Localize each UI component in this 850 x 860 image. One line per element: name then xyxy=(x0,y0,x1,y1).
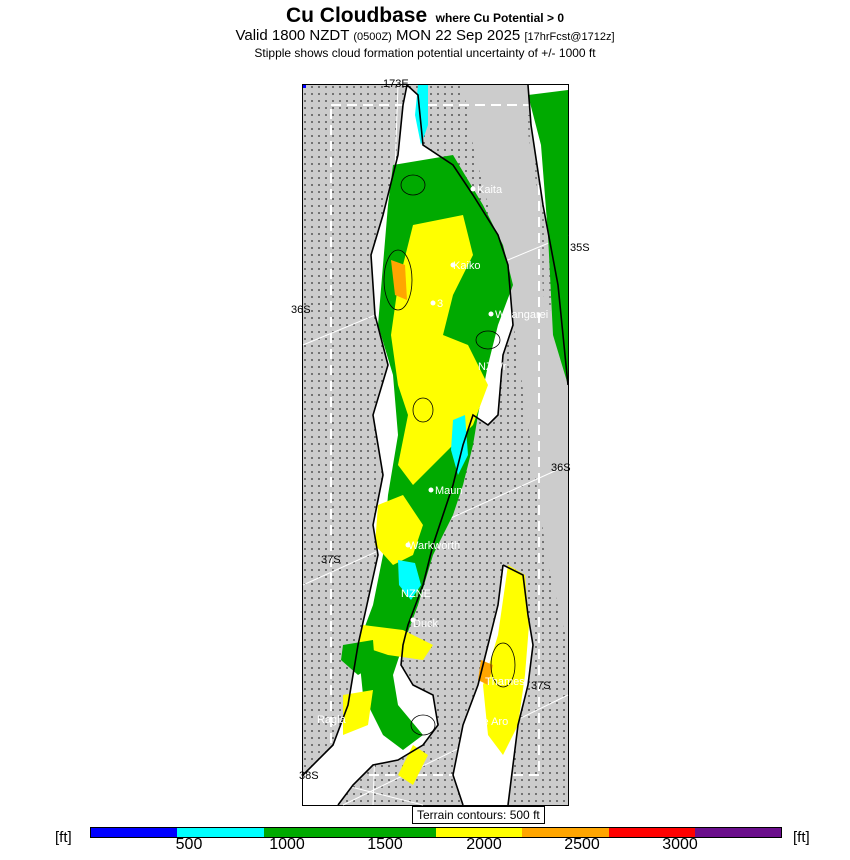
grid-label-37s-east: 37S xyxy=(531,680,551,692)
map-canvas xyxy=(291,78,590,805)
title-text: Cu Cloudbase xyxy=(285,4,428,27)
place-label-te-aroha: Te Aro xyxy=(477,716,509,728)
place-label-kaikohe: Kaiko xyxy=(453,260,481,272)
place-label-whangarei: Whangarei xyxy=(495,309,549,321)
grid-label-36s-east: 36S xyxy=(551,462,571,474)
place-label-nzwr: NZWr xyxy=(478,361,507,373)
map-title xyxy=(0,4,850,28)
place-label-thames: Thames xyxy=(485,676,525,688)
colorbar-unit-right: [ft] xyxy=(793,829,810,846)
place-label-3: 3 xyxy=(437,298,444,310)
title-subtitle: where Cu Potential > 0 xyxy=(435,11,564,25)
place-label-duck: Duck xyxy=(413,618,439,630)
valid-time-line xyxy=(0,27,850,44)
grid-label-38s: 38S xyxy=(299,770,319,782)
terrain-contour-note: Terrain contours: 500 ft xyxy=(412,806,545,824)
valid-time: Valid 1800 NZDT xyxy=(235,27,350,44)
valid-utc: (0500Z) xyxy=(353,31,392,43)
colorbar-unit-left: [ft] xyxy=(55,829,72,846)
place-label-nzne: NZNE xyxy=(401,588,431,600)
place-label-maun: Maun xyxy=(435,485,463,497)
grid-label-173e: 173E xyxy=(383,78,409,90)
grid-label-35s: 35S xyxy=(570,242,590,254)
grid-label-37s-west: 37S xyxy=(321,554,341,566)
colorbar-tick-2000: 2000 xyxy=(466,836,502,853)
place-label-kaitaia: Kaita xyxy=(477,184,503,196)
colorbar-tick-1000: 1000 xyxy=(269,836,305,853)
colorbar-tick-3000: 3000 xyxy=(662,836,698,853)
valid-date: MON 22 Sep 2025 xyxy=(396,27,521,44)
corner-marker xyxy=(303,85,306,88)
colorbar-segment-purple xyxy=(695,828,781,837)
colorbar-tick-1500: 1500 xyxy=(367,836,403,853)
colorbar-tick-500: 500 xyxy=(175,836,203,853)
stipple-note: Stipple shows cloud formation potential uncertainty of +/- 1000 ft xyxy=(254,46,596,60)
grid-label-36s-west: 36S xyxy=(291,304,311,316)
forecast-info: [17hrFcst@1712z] xyxy=(524,31,615,43)
place-label-raglan: Ragla xyxy=(317,714,346,726)
map-frame xyxy=(291,78,590,806)
colorbar-tick-2500: 2500 xyxy=(564,836,600,853)
place-label-warkworth: Warkworth xyxy=(408,540,461,552)
colorbar-segment-blue xyxy=(91,828,177,837)
